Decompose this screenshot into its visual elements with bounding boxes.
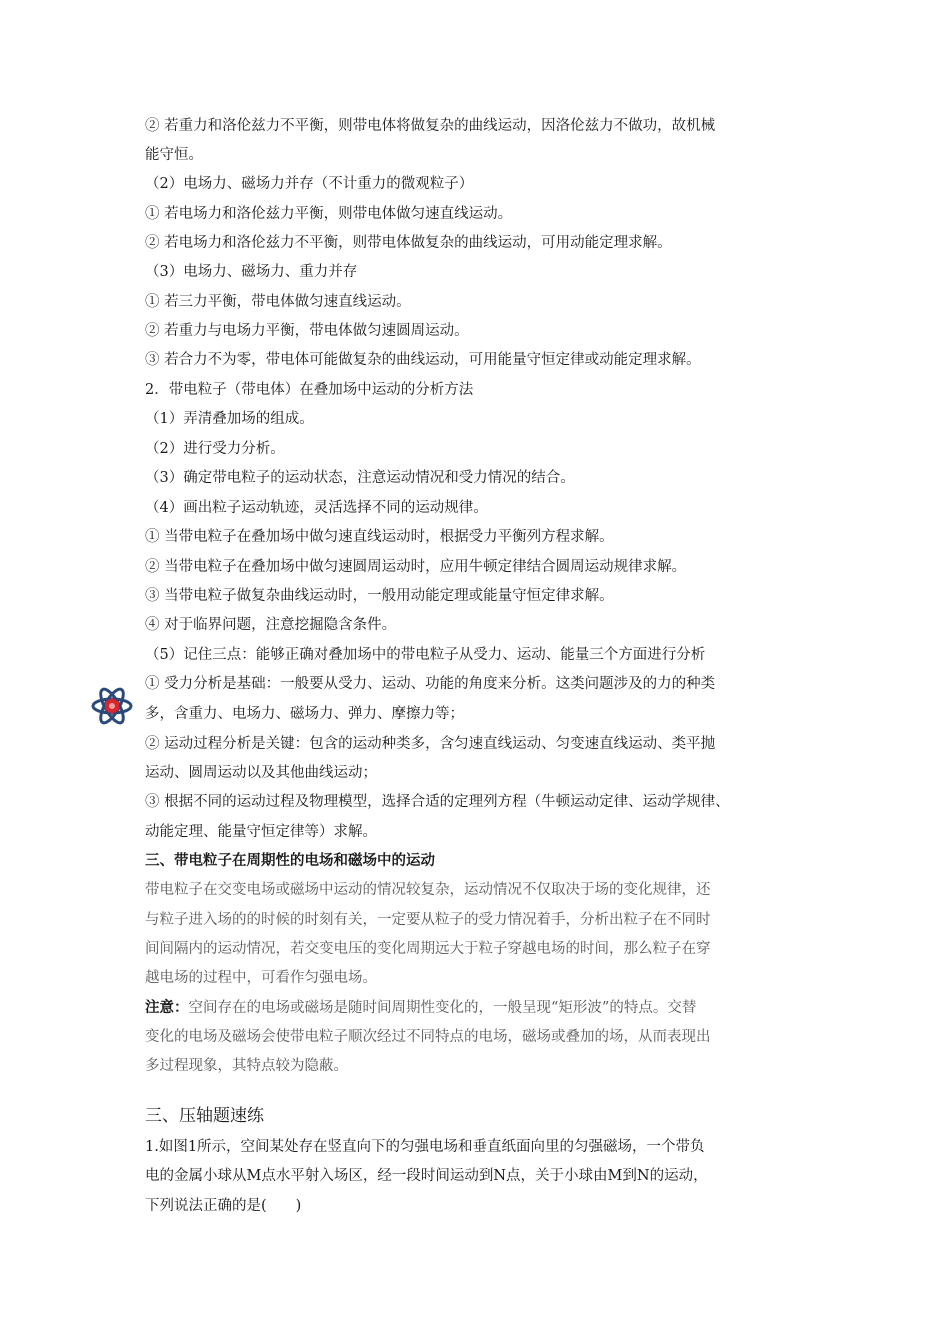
text-line: （2）进行受力分析。	[145, 441, 285, 457]
text-line: ③ 根据不同的运动过程及物理模型，选择合适的定理列方程（牛顿运动定律、运动学规律、	[145, 794, 730, 810]
question-line: 下列说法正确的是( )	[145, 1198, 302, 1214]
text-line: （3）电场力、磁场力、重力并存	[145, 264, 358, 280]
text-line: ③ 若合力不为零，带电体可能做复杂的曲线运动，可用能量守恒定律或动能定理求解。	[145, 352, 701, 368]
section-title: 三、带电粒子在周期性的电场和磁场中的运动	[145, 852, 435, 869]
note-line: 变化的电场及磁场会使带电粒子顺次经过不同特点的电场，磁场或叠加的场，从而表现出	[145, 1029, 711, 1045]
text-line: ③ 当带电粒子做复杂曲线运动时，一般用动能定理或能量守恒定律求解。	[145, 588, 614, 604]
text-line: ② 若重力与电场力平衡，带电体做匀速圆周运动。	[145, 323, 469, 339]
note-label: 注意：	[145, 999, 189, 1016]
text-line: ① 受力分析是基础：一般要从受力、运动、功能的角度来分析。这类问题涉及的力的种类	[145, 676, 716, 692]
text-line: ② 运动过程分析是关键：包含的运动种类多，含匀速直线运动、匀变速直线运动、类平抛	[145, 736, 716, 752]
section-paragraph-line: 带电粒子在交变电场或磁场中运动的情况较复杂，运动情况不仅取决于场的变化规律，还	[145, 882, 711, 898]
text-line: （3）确定带电粒子的运动状态，注意运动情况和受力情况的结合。	[145, 470, 575, 486]
text-line: 运动、圆周运动以及其他曲线运动；	[145, 765, 377, 781]
text-line: ② 若电场力和洛伦兹力不平衡，则带电体做复杂的曲线运动，可用动能定理求解。	[145, 235, 672, 251]
text-line: （4）画出粒子运动轨迹，灵活选择不同的运动规律。	[145, 500, 488, 516]
practice-heading: 三、压轴题速练	[145, 1106, 264, 1126]
text-line: 动能定理、能量守恒定律等）求解。	[145, 824, 377, 840]
note-line: 多过程现象，其特点较为隐蔽。	[145, 1058, 348, 1074]
text-line: ① 当带电粒子在叠加场中做匀速直线运动时，根据受力平衡列方程求解。	[145, 529, 614, 545]
text-line: （1）弄清叠加场的组成。	[145, 411, 314, 427]
section-paragraph-line: 间间隔内的运动情况，若交变电压的变化周期远大于粒子穿越电场的时间，那么粒子在穿	[145, 941, 711, 957]
section-paragraph-line: 越电场的过程中，可看作匀强电场。	[145, 970, 377, 986]
text-line: ① 若三力平衡，带电体做匀速直线运动。	[145, 294, 411, 310]
text-line: ② 当带电粒子在叠加场中做匀速圆周运动时，应用牛顿定律结合圆周运动规律求解。	[145, 559, 687, 575]
section-paragraph-line: 与粒子进入场的的时候的时刻有关，一定要从粒子的受力情况着手，分析出粒子在不同时	[145, 912, 711, 928]
text-line: 2．带电粒子（带电体）在叠加场中运动的分析方法	[145, 382, 474, 398]
text-line: （5）记住三点：能够正确对叠加场中的带电粒子从受力、运动、能量三个方面进行分析	[145, 647, 706, 663]
text-line: 多，含重力、电场力、磁场力、弹力、摩擦力等；	[145, 706, 464, 722]
text-line: ② 若重力和洛伦兹力不平衡，则带电体将做复杂的曲线运动，因洛伦兹力不做功，故机械	[145, 118, 716, 134]
text-line: （2）电场力、磁场力并存（不计重力的微观粒子）	[145, 176, 474, 192]
text-line: 能守恒。	[145, 147, 203, 163]
note-line	[145, 998, 696, 1018]
text-line: ① 若电场力和洛伦兹力平衡，则带电体做匀速直线运动。	[145, 206, 513, 222]
atom-icon	[90, 684, 134, 728]
text-line: ④ 对于临界问题，注意挖掘隐含条件。	[145, 617, 397, 633]
note-text: 空间存在的电场或磁场是随时间周期性变化的，一般呈现“矩形波”的特点。交替	[188, 1000, 697, 1016]
question-line: 1.如图1所示，空间某处存在竖直向下的匀强电场和垂直纸面向里的匀强磁场，一个带负	[145, 1139, 705, 1155]
question-line: 电的金属小球从M点水平射入场区，经一段时间运动到N点，关于小球由M到N的运动，	[145, 1168, 708, 1184]
